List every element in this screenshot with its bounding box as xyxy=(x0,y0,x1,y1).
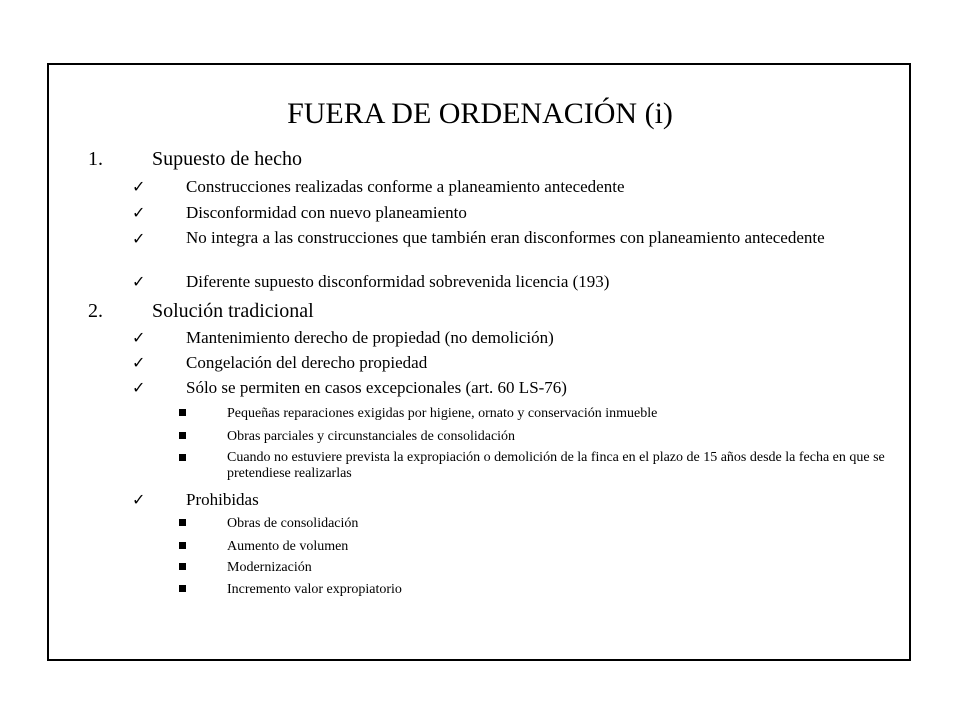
checkmark-icon: ✓ xyxy=(132,378,146,397)
square-bullet-icon xyxy=(179,542,186,549)
section-number: 2. xyxy=(88,300,103,322)
checkmark-icon: ✓ xyxy=(132,490,146,509)
checkmark-icon: ✓ xyxy=(132,229,146,248)
checkmark-icon: ✓ xyxy=(132,328,146,347)
checkmark-icon: ✓ xyxy=(132,203,146,222)
square-bullet-icon xyxy=(179,585,186,592)
square-bullet-icon xyxy=(179,519,186,526)
square-bullet-icon xyxy=(179,432,186,439)
section-heading: Supuesto de hecho xyxy=(152,148,302,170)
checkmark-icon: ✓ xyxy=(132,177,146,196)
section-heading: Solución tradicional xyxy=(152,300,314,322)
slide-title: FUERA DE ORDENACIÓN (i) xyxy=(287,97,673,130)
checkmark-icon: ✓ xyxy=(132,272,146,291)
square-bullet-icon xyxy=(179,454,186,461)
checkmark-icon: ✓ xyxy=(132,353,146,372)
section-number: 1. xyxy=(88,148,103,170)
square-bullet-icon xyxy=(179,563,186,570)
square-bullet-icon xyxy=(179,409,186,416)
